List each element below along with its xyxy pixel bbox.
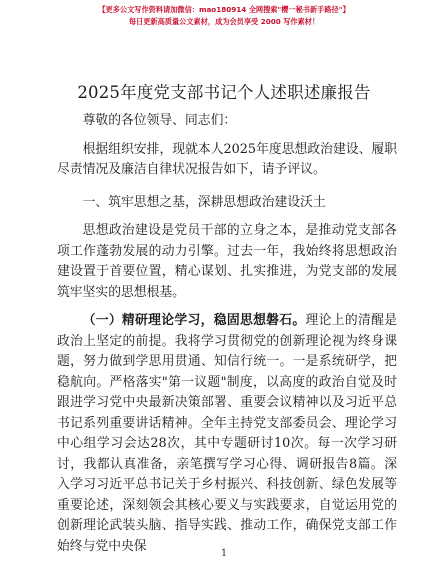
subsection-heading-1: （一）精研理论学习，稳固思想磐石。 xyxy=(82,313,306,328)
subsection-body-1: 理论上的清醒是政治上坚定的前提。我将学习贯彻党的创新理论视为终身课题，努力做到学思用贯通、知信行统一。一是系统研学，把稳航向。严格落实"第一议题"制度，以高度的政治自觉及时跟进学习党中央最新决策部署、重要会议精神以及习近平总书记系列重要讲话精神。全年主持党支部委员会、理论学习中心组学习会达28次，其中专题研讨10次。每一次学习研讨，我都认真准备，亲笔撰写学习心得、调研报告8篇。深入学习习近平总书记关于乡村振兴、科技创新、绿色发展等重要论述，深刻领会其核心要义与实践要求，自觉运用党的创新理论武装头脑、指导实践、推动工作，确保党支部工作始终与党中央保 xyxy=(57,313,398,554)
page-number: 1 xyxy=(220,548,228,559)
promo-banner-line2: 每日更新高质量公文素材，成为会员享受 2000 写作素材！ xyxy=(128,17,320,26)
paragraph-subsection1 xyxy=(57,311,397,557)
document-title: 2025年度党支部书记个人述职述廉报告 xyxy=(77,83,371,102)
paragraph-section1: 思想政治建设是党员干部的立身之本，是推动党支部各项工作蓬勃发展的动力引擎。过去一年，我始终将思想政治建设置于首要位置，精心谋划、扎实推进，为党支部的发展筑牢坚实的思想根基。 xyxy=(57,223,397,300)
promo-banner-line1: 【更多公文写作资料请加微信：mao180914 全网搜索"樱一秘书新手路径"】 xyxy=(98,5,350,14)
paragraph-intro: 根据组织安排，现就本人2025年度思想政治建设、履职尽责情况及廉洁自律状况报告如下，请予评议。 xyxy=(57,141,397,177)
document-body xyxy=(57,111,397,557)
section-heading-1: 一、筑牢思想之基，深耕思想政治建设沃土 xyxy=(82,194,326,210)
salutation: 尊敬的各位领导、同志们： xyxy=(82,113,237,128)
promo-banner xyxy=(0,4,448,28)
